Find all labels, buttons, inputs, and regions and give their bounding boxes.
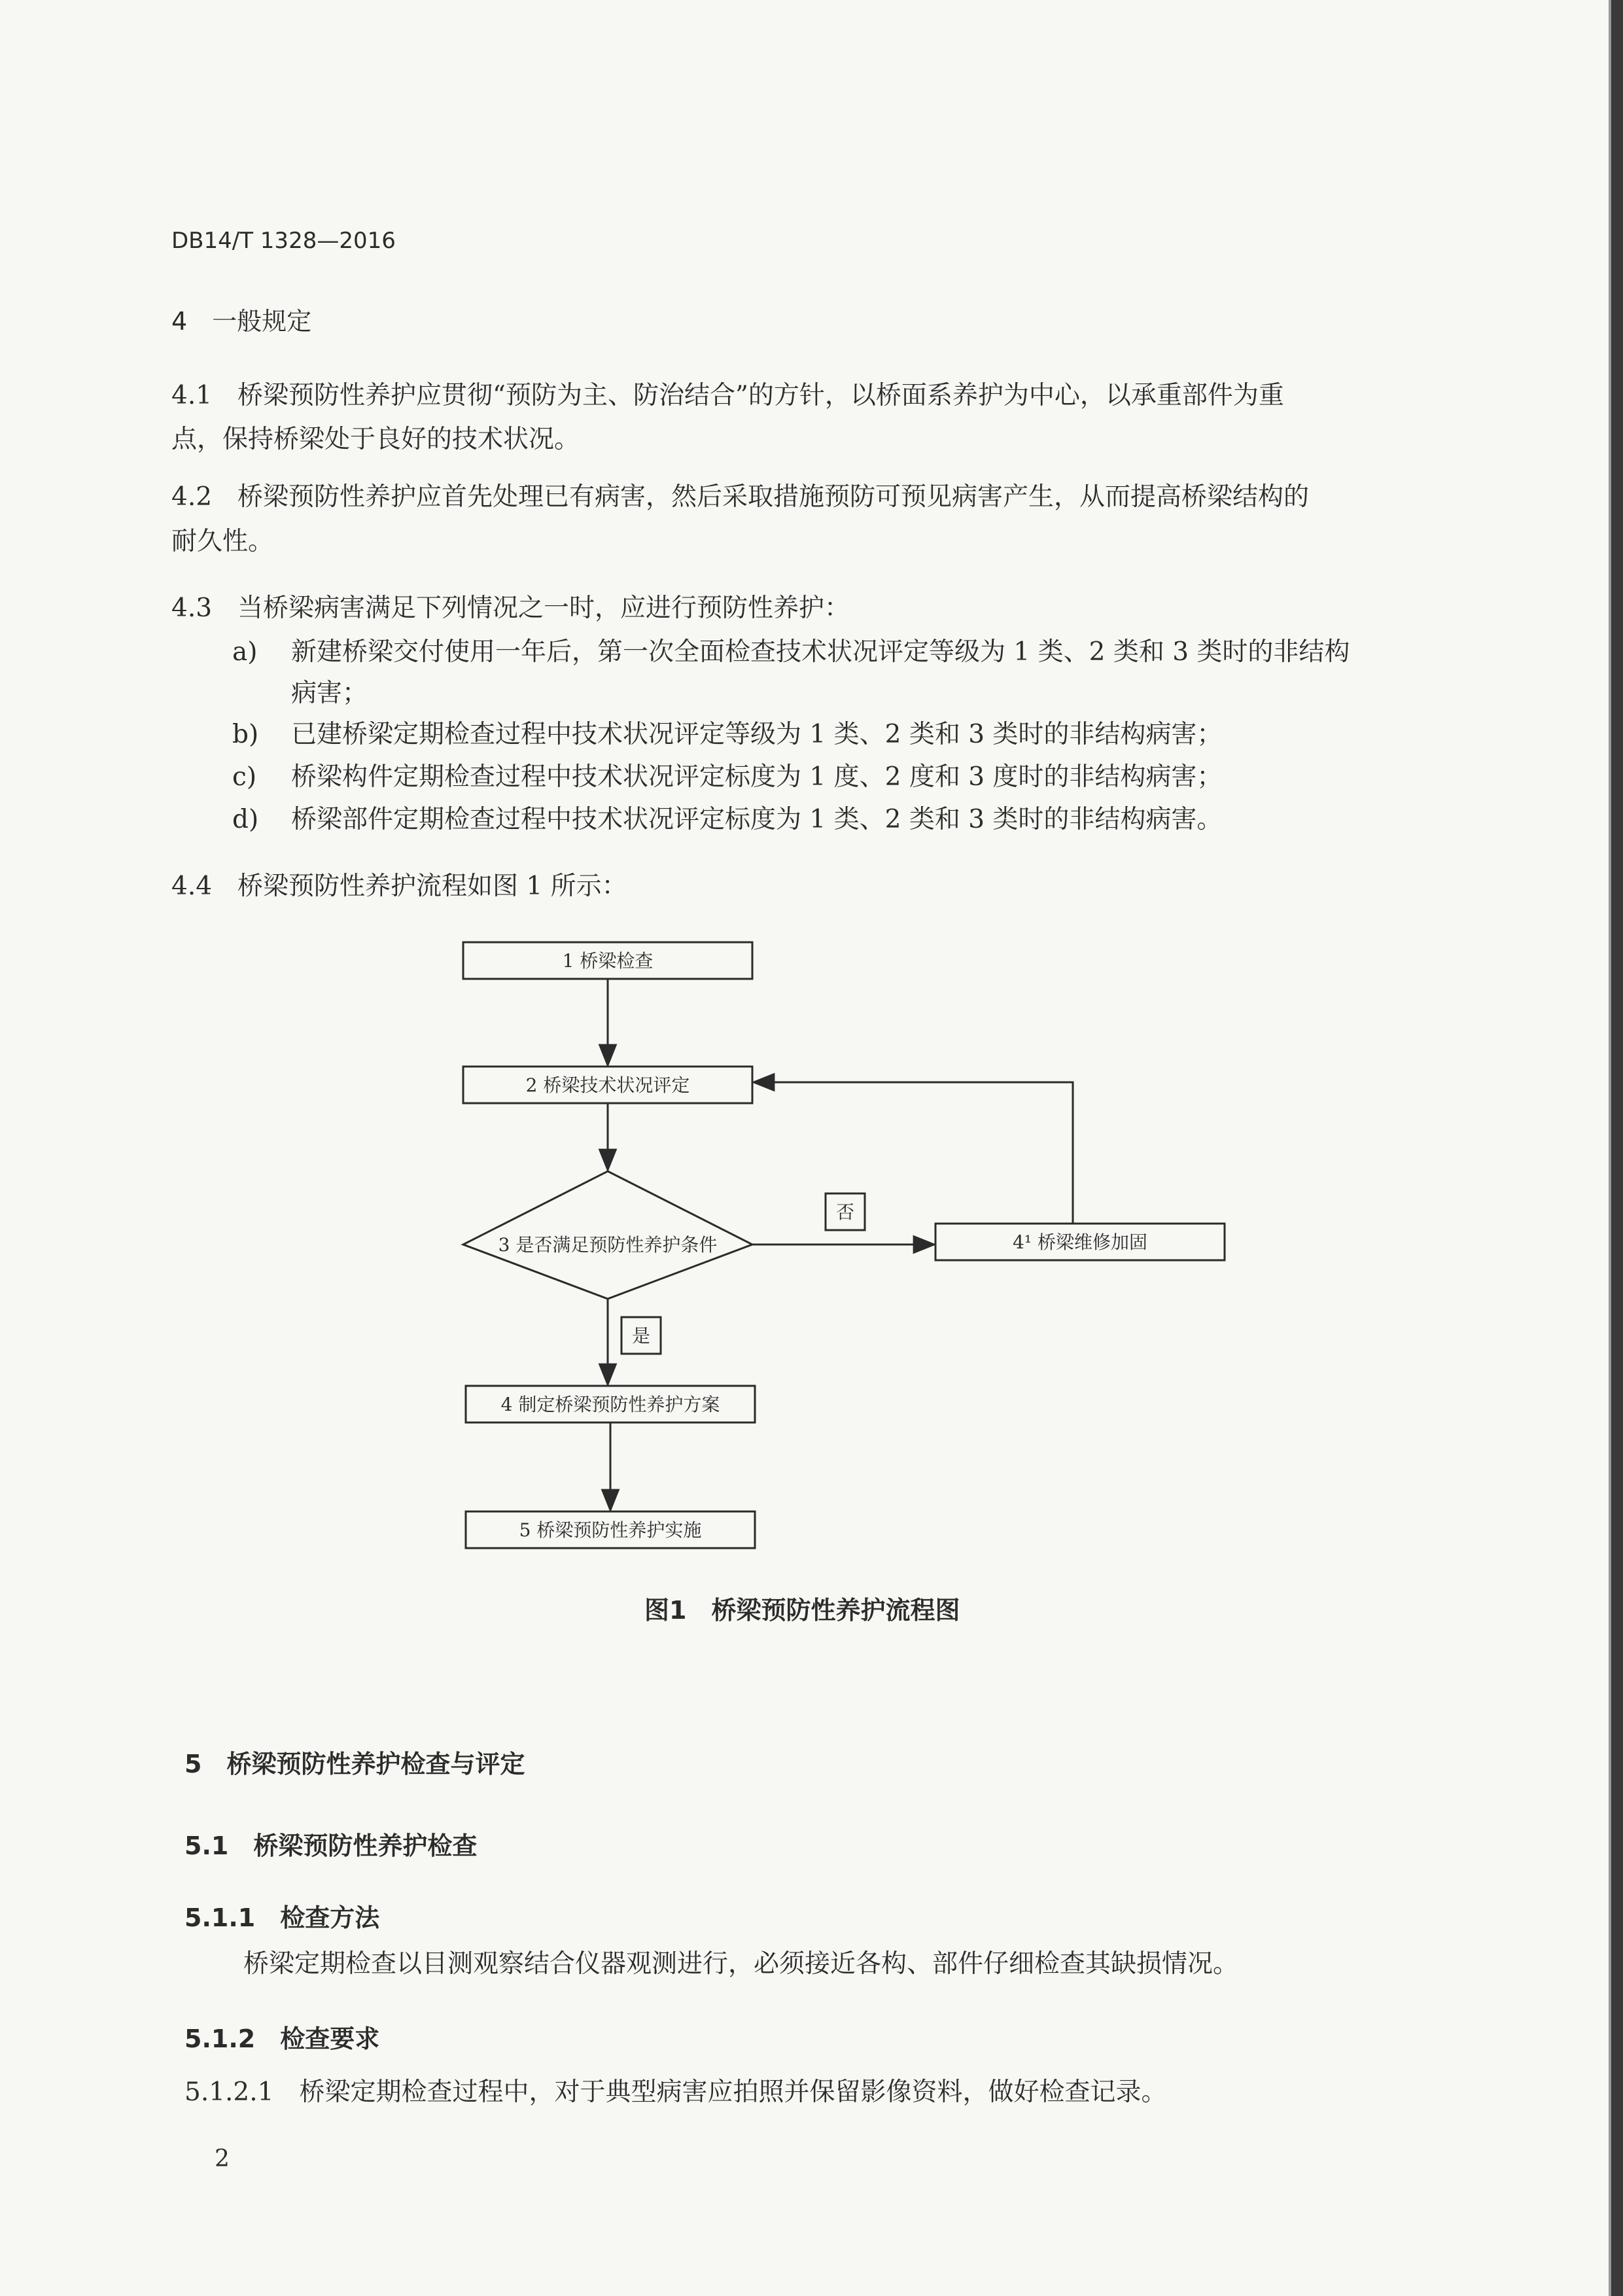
- flow-step-5: 5 桥梁预防性养护实施: [519, 1519, 702, 1541]
- list-marker-b: b): [232, 720, 259, 749]
- section-5-1-2-title: 5.1.2 检查要求: [184, 2024, 380, 2053]
- section-4-title: 4 一般规定: [171, 307, 312, 336]
- no-label: 否: [835, 1201, 855, 1223]
- arrow-4prime-2: [754, 1082, 1073, 1224]
- list-marker-a: a): [232, 637, 258, 667]
- section-5-1-1-text: 桥梁定期检查以目测观察结合仪器观测进行，必须接近各构、部件仔细检查其缺损情况。: [243, 1949, 1239, 1979]
- list-marker-c: c): [232, 762, 257, 792]
- para-4-1-line1: 4.1 桥梁预防性养护应贯彻“预防为主、防治结合”的方针，以桥面系养护为中心，以承重部件为重: [171, 381, 1284, 410]
- section-5-1-2-1-text: 5.1.2.1 桥梁定期检查过程中，对于典型病害应拍照并保留影像资料，做好检查记录。: [184, 2077, 1167, 2107]
- para-4-3-intro: 4.3 当桥梁病害满足下列情况之一时，应进行预防性养护：: [171, 593, 850, 623]
- para-4-2-line2: 耐久性。: [171, 527, 274, 556]
- section-5-1-1-title: 5.1.1 检查方法: [184, 1903, 380, 1932]
- list-marker-d: d): [232, 805, 259, 834]
- section-5-title: 5 桥梁预防性养护检查与评定: [184, 1750, 525, 1778]
- list-item-d: 桥梁部件定期检查过程中技术状况评定标度为 1 类、2 类和 3 类时的非结构病害。: [291, 805, 1223, 834]
- list-item-a-line1: 新建桥梁交付使用一年后，第一次全面检查技术状况评定等级为 1 类、2 类和 3 类时的非结构: [291, 637, 1350, 667]
- list-item-c: 桥梁构件定期检查过程中技术状况评定标度为 1 度、2 度和 3 度时的非结构病害；: [291, 762, 1223, 792]
- para-4-2-line1: 4.2 桥梁预防性养护应首先处理已有病害，然后采取措施预防可预见病害产生，从而提高桥梁结构的: [171, 482, 1310, 512]
- flow-step-2: 2 桥梁技术状况评定: [525, 1074, 690, 1096]
- flow-step-4: 4 制定桥梁预防性养护方案: [500, 1394, 720, 1415]
- para-4-4: 4.4 桥梁预防性养护流程如图 1 所示：: [171, 872, 627, 901]
- para-4-1-line2: 点，保持桥梁处于良好的技术状况。: [171, 425, 580, 454]
- yes-label: 是: [631, 1325, 651, 1347]
- list-item-a-line2: 病害；: [291, 679, 368, 708]
- page-number: 2: [215, 2146, 230, 2172]
- list-item-b: 已建桥梁定期检查过程中技术状况评定等级为 1 类、2 类和 3 类时的非结构病害；: [291, 720, 1223, 749]
- flow-step-3: 3 是否满足预防性养护条件: [498, 1234, 718, 1256]
- section-5-1-title: 5.1 桥梁预防性养护检查: [184, 1831, 478, 1860]
- flow-step-1: 1 桥梁检查: [562, 950, 654, 972]
- doc-code: DB14/T 1328—2016: [171, 228, 396, 254]
- figure-caption: 图1 桥梁预防性养护流程图: [644, 1596, 960, 1625]
- flow-step-4-prime: 4¹ 桥梁维修加固: [1013, 1231, 1147, 1253]
